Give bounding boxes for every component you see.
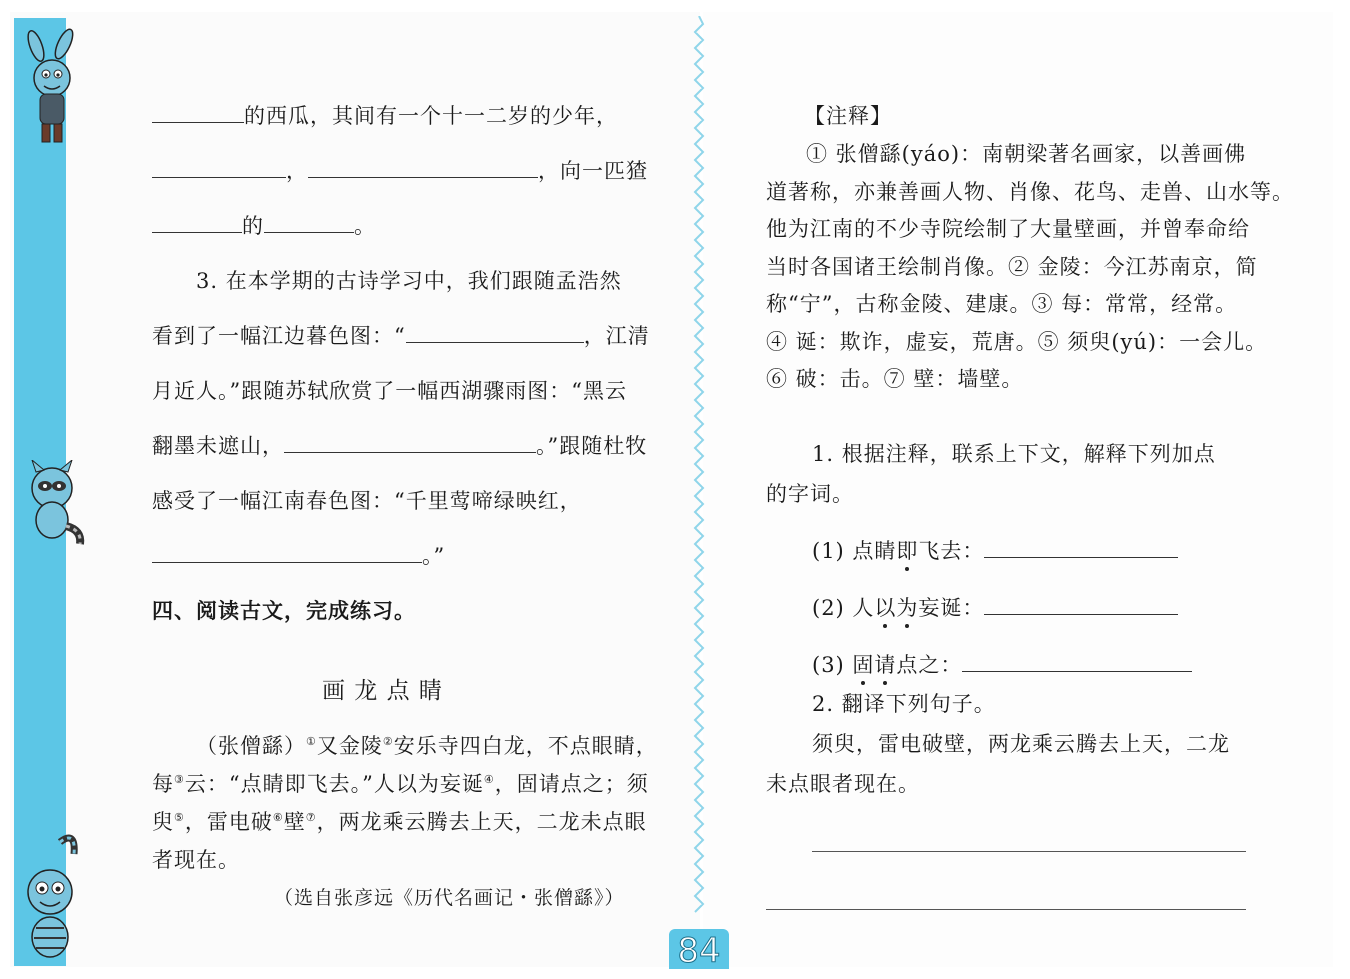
answer-blank[interactable] [406,324,584,343]
text: 点睛 [852,539,897,563]
footnote-mark: ④ [483,773,495,786]
dotted-char: 即 [896,539,919,563]
text: 。”跟随杜牧 [536,434,648,458]
q3-line-2 [152,320,650,350]
item-number: (2) [812,596,853,620]
fill-in-line-3 [152,210,376,240]
translate-sentence: 须臾，雷电破壁，两龙乘云腾去上天，二龙 [812,732,1230,756]
q3-line-4 [152,430,647,460]
note-line: ① 张僧繇(yáo)：南朝梁著名画家，以善画佛 [806,142,1247,166]
dotted-char: 固 [852,653,875,677]
story-line-1 [196,730,658,760]
answer-blank[interactable] [152,159,286,178]
story-line-4: 者现在。 [152,848,240,872]
footnote-mark: ③ [174,773,185,786]
footnote-mark: ⑦ [305,811,317,824]
text: 云：“点睛即飞去。”人以为妄诞 [184,772,484,796]
text: 的西瓜，其间有一个十一二岁的少年， [244,104,618,128]
item-number: (1) [812,539,853,563]
text: ，两龙乘云腾去上天，二龙未点眼 [316,810,647,834]
text: 的 [242,214,264,238]
text: 妄诞： [918,596,985,620]
answer-blank[interactable] [284,434,536,453]
page-number: 84 [677,931,721,971]
q3-line-6 [152,540,445,570]
text: 。” [422,544,446,568]
text: ，江清 [583,324,650,348]
dotted-char: 以 [874,596,897,620]
section-heading: 四、阅读古文，完成练习。 [152,599,416,623]
note-line: ④ 诞：欺诈，虚妄，荒唐。⑤ 须臾(yú)：一会儿。 [766,330,1268,354]
answer-blank[interactable] [962,653,1192,672]
q3-line-5: 感受了一幅江南春色图：“千里莺啼绿映红， [152,489,582,513]
item-3 [812,649,1192,679]
answer-blank[interactable] [152,214,242,233]
story-title: 画 龙 点 睛 [322,678,443,704]
question-3: 3. 在本学期的古诗学习中，我们跟随孟浩然 [196,269,622,293]
raccoon-mascot-icon [14,460,90,550]
text: 壁 [283,810,306,834]
translate-sentence-cont: 未点眼者现在。 [766,772,920,796]
answer-line[interactable] [812,851,1246,852]
question-2: 2. 翻译下列句子。 [812,692,996,716]
tiger-mascot-icon [14,832,90,962]
text: ，雷电破 [184,810,273,834]
text: 飞去： [918,539,985,563]
text: 看到了一幅江边暮色图：“ [152,324,406,348]
answer-line[interactable] [766,909,1246,910]
item-number: (3) [812,653,853,677]
item-1 [812,535,1178,565]
notes-heading: 【注释】 [804,104,892,128]
spine-fold [692,16,706,916]
question-1-cont: 的字词。 [766,482,854,506]
text: 又金陵 [316,734,383,758]
note-line: 他为江南的不少寺院绘制了大量壁画，并曾奉命给 [766,217,1250,241]
answer-blank[interactable] [152,544,422,563]
rabbit-mascot-icon [14,28,90,148]
dotted-char: 为 [896,596,919,620]
footnote-mark: ① [306,735,317,748]
answer-blank[interactable] [984,539,1178,558]
note-line: 道著称，亦兼善画人物、肖像、花鸟、走兽、山水等。 [766,180,1294,204]
text: 每 [152,772,174,796]
text: （张僧繇） [196,734,306,758]
story-line-3 [152,806,647,836]
text: 点之： [896,653,963,677]
note-line: 称“宁”，古称金陵、建康。③ 每：常常，经常。 [766,292,1238,316]
text: 。 [354,214,376,238]
note-line: 当时各国诸王绘制肖像。② 金陵：今江苏南京，简 [766,255,1258,279]
answer-blank[interactable] [308,159,538,178]
text: 翻墨未遮山， [152,434,284,458]
footnote-mark: ⑥ [272,811,284,824]
text: ，向一匹猹 [538,159,648,183]
text: ，固请点之；须 [494,772,649,796]
dotted-char: 请 [874,653,897,677]
answer-blank[interactable] [984,596,1178,615]
page-number-tab [669,929,729,969]
item-2 [812,592,1178,622]
footnote-mark: ⑤ [174,811,185,824]
question-1: 1. 根据注释，联系上下文，解释下列加点 [812,442,1216,466]
fill-in-line-1 [152,100,618,130]
note-line: ⑥ 破：击。⑦ 壁：墙壁。 [766,367,1024,391]
source-citation: （选自张彦远《历代名画记・张僧繇》） [274,887,625,909]
footnote-mark: ② [382,735,394,748]
answer-blank[interactable] [152,104,244,123]
text: ， [286,159,308,183]
q3-line-3: 月近人。”跟随苏轼欣赏了一幅西湖骤雨图：“黑云 [152,379,627,403]
text: 安乐寺四白龙，不点眼睛， [393,734,658,758]
answer-blank[interactable] [264,214,354,233]
text: 人 [852,596,875,620]
story-line-2 [152,768,649,798]
fill-in-line-2 [152,155,648,185]
text: 臾 [152,810,174,834]
